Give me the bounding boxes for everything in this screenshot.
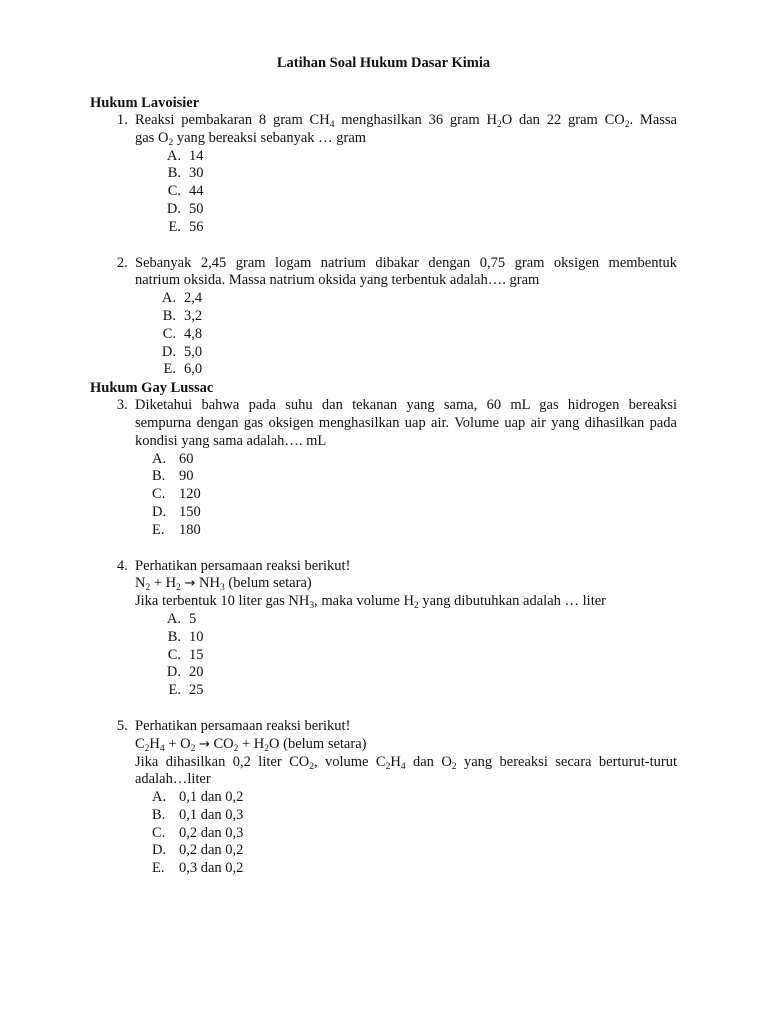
question-text-line: Jika terbentuk 10 liter gas $NH_3$, maka volume $H_2$ yang dibutuhkan adalah … liter <box>135 593 606 612</box>
answer-option: D. 50 <box>166 200 204 217</box>
answer-option: C. 0,2 dan 0,3 <box>152 824 244 841</box>
answer-options <box>152 789 677 878</box>
question-text-line: natrium oksida. Massa natrium oksida yang terbentuk adalah…. gram <box>135 272 540 289</box>
answer-options <box>152 451 677 540</box>
question-text-line: Sebanyak 2,45 gram logam natrium dibakar dengan 0,75 gram oksigen membentuk <box>135 254 677 271</box>
question-text-line: Jika dihasilkan 0,2 liter $CO_2$, volume $C_2H_4$ dan $O_2$ yang bereaksi secara berturut-turut <box>135 753 677 772</box>
question-3 <box>90 397 677 539</box>
question-text-line: Perhatikan persamaan reaksi berikut! <box>135 557 351 574</box>
answer-option: E. 180 <box>152 521 201 538</box>
question-body <box>135 397 677 539</box>
answer-option: A. 2,4 <box>161 290 203 307</box>
question-2 <box>90 255 677 380</box>
arrow-right-icon: → <box>198 736 210 752</box>
answer-option: D. 20 <box>166 664 204 681</box>
document-page <box>90 54 677 878</box>
answer-option: C. 44 <box>167 183 204 200</box>
question-body <box>135 255 677 380</box>
answer-option: B. 90 <box>152 468 194 485</box>
reaction-equation: $C_2H_4 + O_2 \to CO_2 + H_2O$ (belum setara) <box>135 735 367 754</box>
reaction-equation: $N_2 + H_2 \to NH_3$ (belum setara) <box>135 575 312 594</box>
question-text-line: Diketahui bahwa pada suhu dan tekanan yang sama, 60 mL gas hidrogen bereaksi <box>135 397 677 414</box>
question-number: 5. <box>116 717 128 734</box>
question-text-line: adalah…liter <box>135 771 211 788</box>
answer-options <box>152 290 677 379</box>
answer-option: B. 0,1 dan 0,3 <box>152 806 244 823</box>
question-number: 1. <box>116 112 128 128</box>
question-text-line: Reaksi pembakaran 8 gram $CH_4$ menghasilkan 36 gram $H_2O$ dan 22 gram $CO_2$. Massa <box>135 112 677 130</box>
answer-option: C. 15 <box>167 646 204 663</box>
question-body <box>135 112 677 237</box>
question-text-line: gas $O_2$ yang bereaksi sebanyak … gram <box>135 129 367 148</box>
question-text-line: kondisi yang sama adalah…. mL <box>135 432 327 449</box>
answer-options <box>157 148 677 237</box>
question-text-line: Perhatikan persamaan reaksi berikut! <box>135 717 351 734</box>
answer-option: B. 10 <box>167 628 204 645</box>
arrow-right-icon: → <box>184 576 196 592</box>
question-body <box>135 558 677 700</box>
answer-option: E. 6,0 <box>163 361 203 378</box>
answer-option: E. 56 <box>168 218 204 235</box>
answer-option: D. 0,2 dan 0,2 <box>152 842 244 859</box>
answer-option: B. 30 <box>167 165 204 182</box>
question-5 <box>90 718 677 878</box>
question-text-line: sempurna dengan gas oksigen menghasilkan uap air. Volume uap air yang dihasilkan pada <box>135 414 677 431</box>
question-number: 4. <box>116 557 128 574</box>
answer-option: B. 3,2 <box>162 307 203 324</box>
section-heading-gay-lussac: Hukum Gay Lussac <box>90 380 214 397</box>
document-title: Latihan Soal Hukum Dasar Kimia <box>276 55 491 71</box>
answer-option: D. 150 <box>152 503 201 520</box>
section-heading-lavoisier: Hukum Lavoisier <box>90 95 200 111</box>
question-body <box>135 718 677 878</box>
answer-options <box>157 611 677 700</box>
question-4 <box>90 558 677 700</box>
question-1 <box>90 112 677 237</box>
question-number: 2. <box>116 254 128 271</box>
answer-option: C. 120 <box>152 486 201 503</box>
answer-option: A. 14 <box>166 147 204 164</box>
answer-option: A. 60 <box>152 450 194 467</box>
answer-option: E. 25 <box>168 682 204 699</box>
answer-option: E. 0,3 dan 0,2 <box>152 860 244 877</box>
answer-option: A. 5 <box>166 610 197 627</box>
answer-option: A. 0,1 dan 0,2 <box>152 789 244 806</box>
answer-option: D. 5,0 <box>161 343 203 360</box>
answer-option: C. 4,8 <box>162 325 203 342</box>
question-number: 3. <box>116 397 128 414</box>
